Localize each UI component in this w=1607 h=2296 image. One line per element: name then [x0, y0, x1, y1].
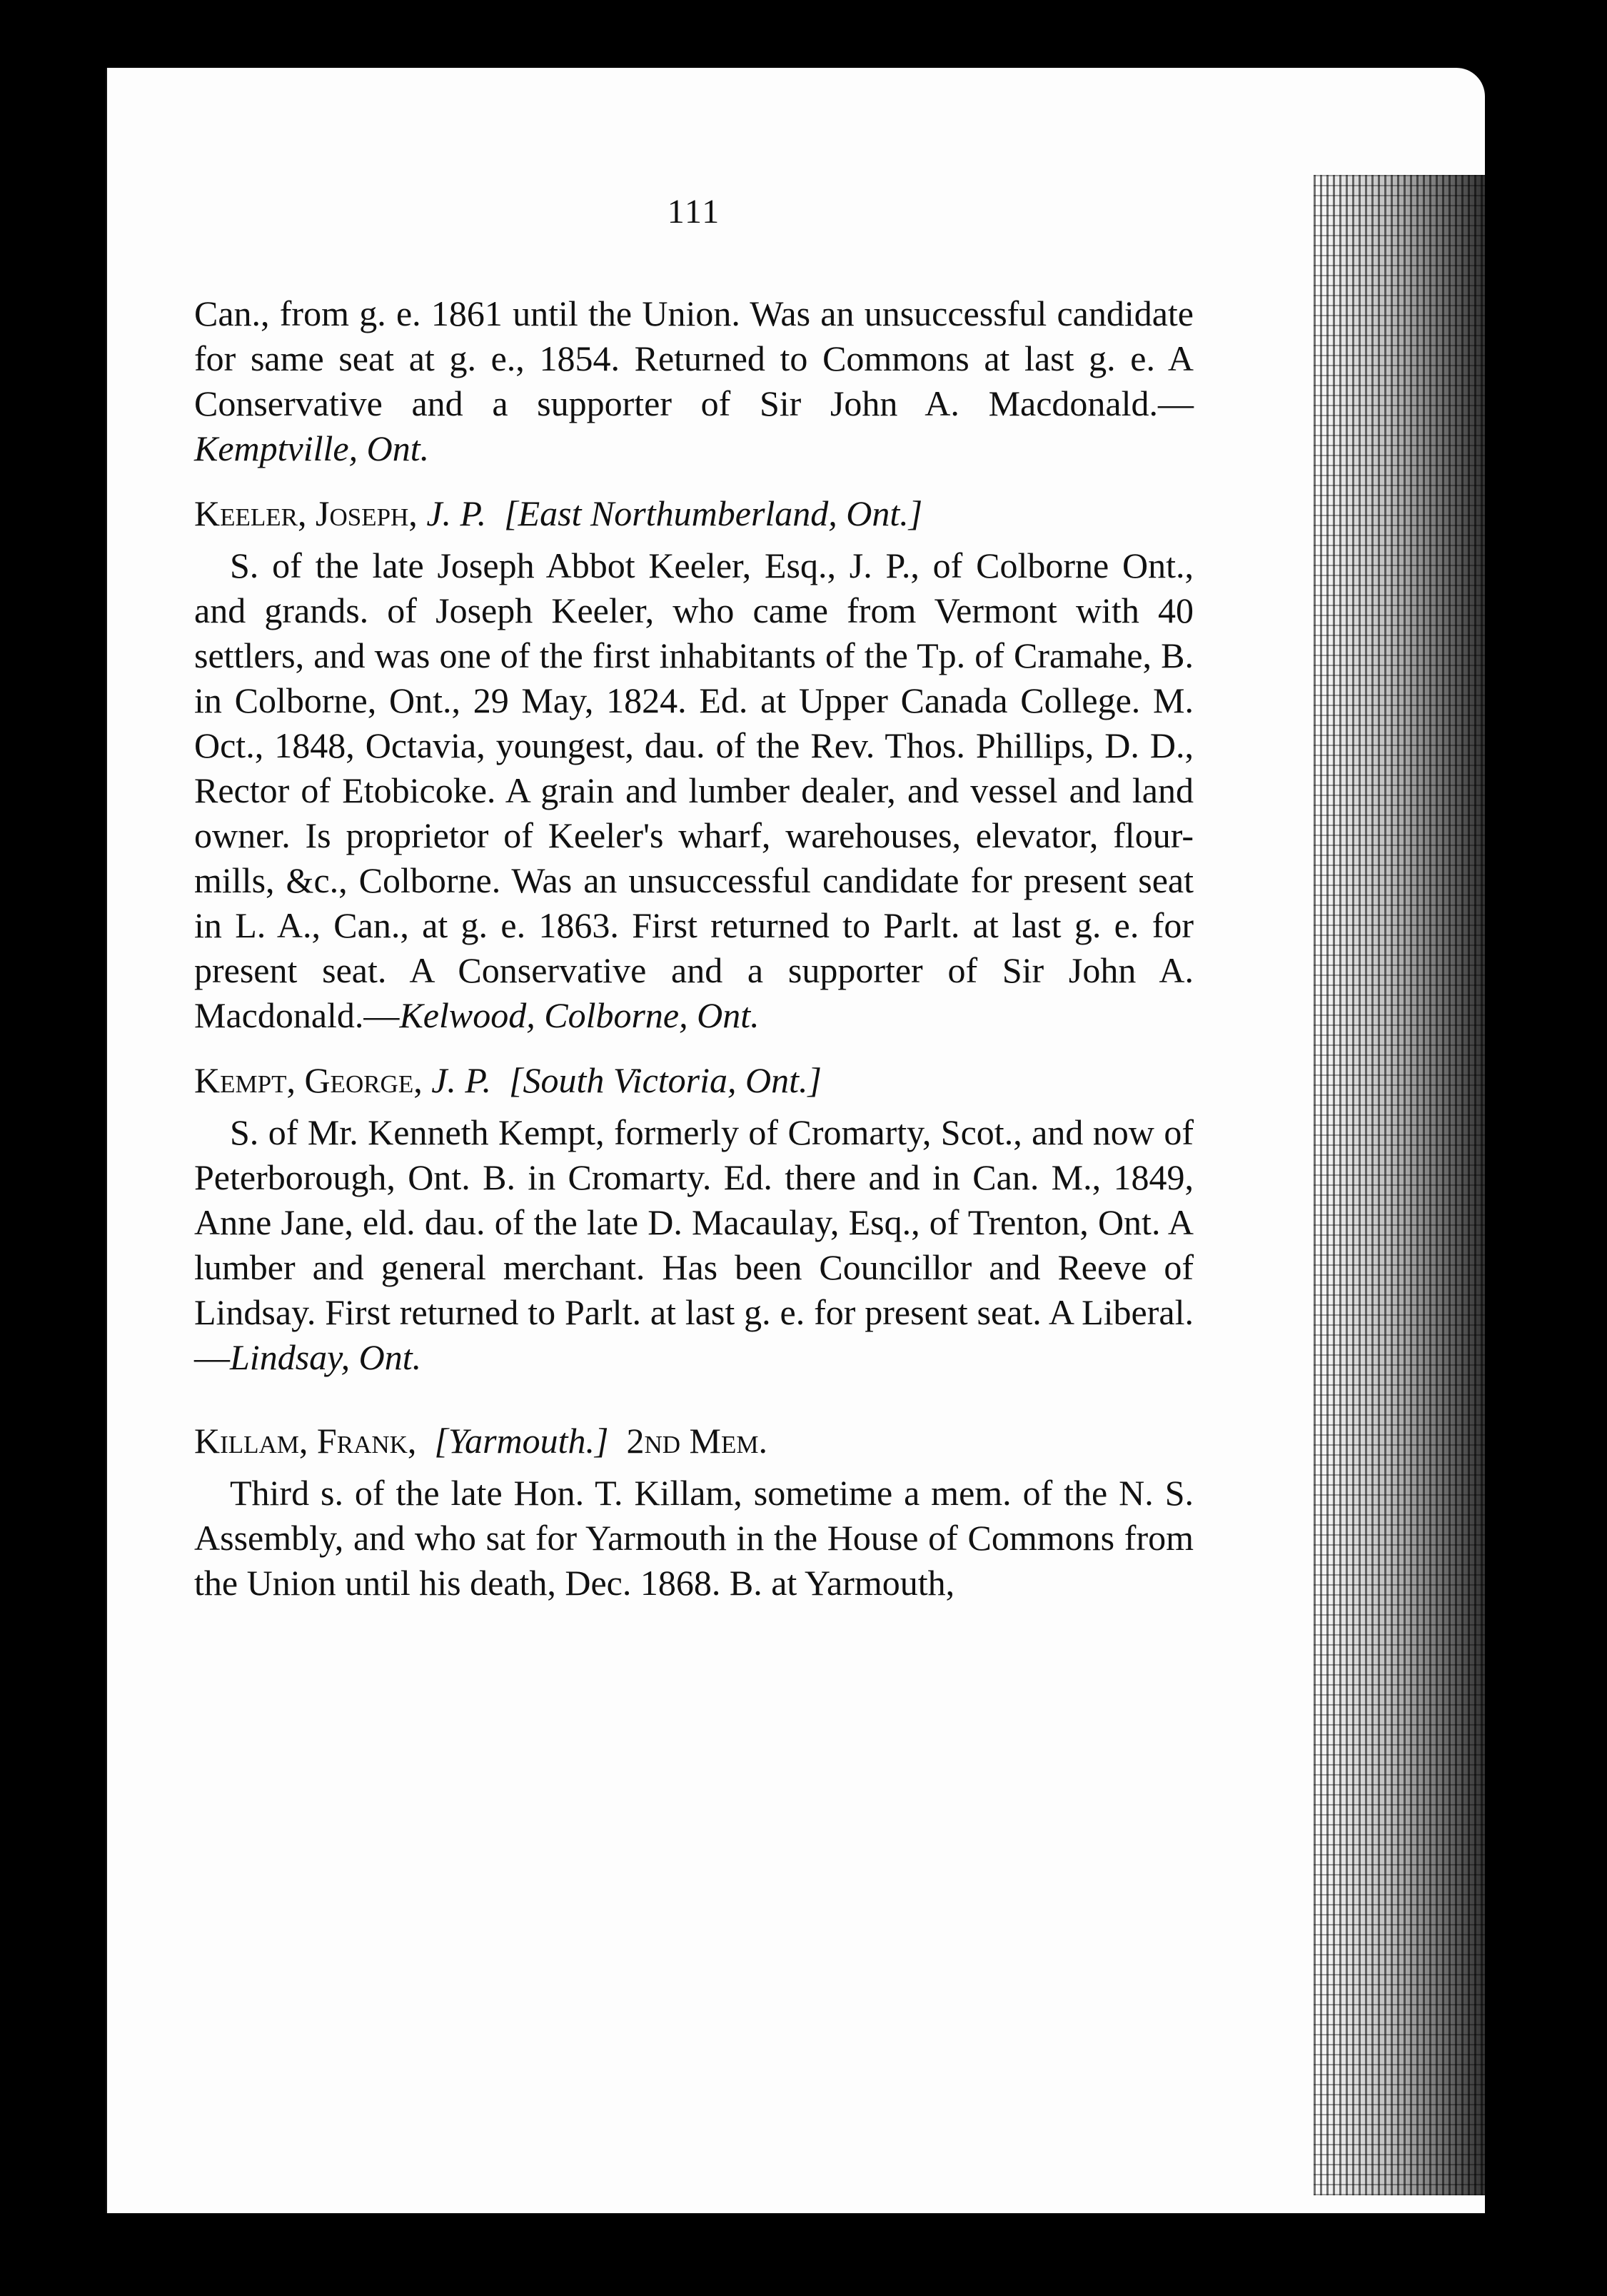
- page-number: 111: [667, 193, 721, 231]
- entry-body-keeler: [194, 543, 1194, 1038]
- continuation-residence: Kemptville, Ont.: [194, 428, 430, 468]
- section-gap: [194, 1380, 1194, 1399]
- entry-residence: Kelwood, Colborne, Ont.: [399, 995, 760, 1035]
- entry-given-name: Frank,: [316, 1421, 417, 1461]
- entry-given-name: Joseph,: [315, 493, 418, 533]
- continuation-paragraph: [194, 291, 1194, 471]
- entry-body-killam: [194, 1471, 1194, 1606]
- continuation-text: Can., from g. e. 1861 until the Union. Was an unsuccessful candidate for same seat at g. e., 1854. Returned to Commons at last g. e. A Conservative and a supporter of Sir John A. Macdonald.—: [194, 293, 1194, 423]
- entry-residence: Lindsay, Ont.: [230, 1337, 422, 1377]
- entry-constituency: [South Victoria, Ont.]: [509, 1060, 822, 1100]
- page-text: [194, 189, 1194, 1606]
- entry-constituency: [Yarmouth.]: [434, 1421, 609, 1461]
- entry-title: J. P.: [426, 493, 487, 533]
- entry-body-text: S. of Mr. Kenneth Kempt, formerly of Cromarty, Scot., and now of Peterborough, Ont. B. in Cromarty. Ed. there and in Can. M., 1849, Anne Jane, eld. dau. of the late D. Macaulay, Esq., of Trenton, Ont. A lumber and general merchant. Has been Councillor and Reeve of Lindsay. First returned to Parlt. at last g. e. for present seat. A Liberal.—: [194, 1112, 1194, 1377]
- entry-heading-killam: [194, 1419, 1194, 1464]
- entry-body-text: S. of the late Joseph Abbot Keeler, Esq., J. P., of Colborne Ont., and grands. of Joseph Keeler, who came from Vermont with 40 settlers, and was one of the first inhabitants of the Tp. of Cramahe, B. in Colborne, Ont., 29 May, 1824. Ed. at Upper Canada College. M. Oct., 1848, Octavia, youngest, dau. of the Rev. Thos. Phillips, D. D., Rector of Etobicoke. A grain and lumber dealer, and vessel and land owner. Is proprietor of Keeler's wharf, warehouses, elevator, flour-mills, &c., Colborne. Was an unsuccessful candidate for present seat in L. A., Can., at g. e. 1863. First returned to Parlt. at last g. e. for present seat. A Conservative and a supporter of Sir John A. Macdonald.—: [194, 545, 1194, 1035]
- page-edge-shading: [1314, 175, 1485, 2195]
- entry-given-name: George,: [304, 1060, 423, 1100]
- entry-body-text: Third s. of the late Hon. T. Killam, sometime a mem. of the N. S. Assembly, and who sat for Yarmouth in the House of Commons from the Union until his death, Dec. 1868. B. at Yarmouth,: [194, 1473, 1194, 1603]
- entry-surname: Kempt,: [194, 1060, 296, 1100]
- entry-heading-keeler: [194, 491, 1194, 536]
- entry-surname: Keeler,: [194, 493, 307, 533]
- entry-heading-kempt: [194, 1058, 1194, 1103]
- entry-member-rank: 2nd Mem.: [626, 1421, 768, 1461]
- entry-surname: Killam,: [194, 1421, 308, 1461]
- entry-body-kempt: [194, 1110, 1194, 1380]
- entry-title: J. P.: [431, 1060, 492, 1100]
- entry-constituency: [East Northumberland, Ont.]: [504, 493, 923, 533]
